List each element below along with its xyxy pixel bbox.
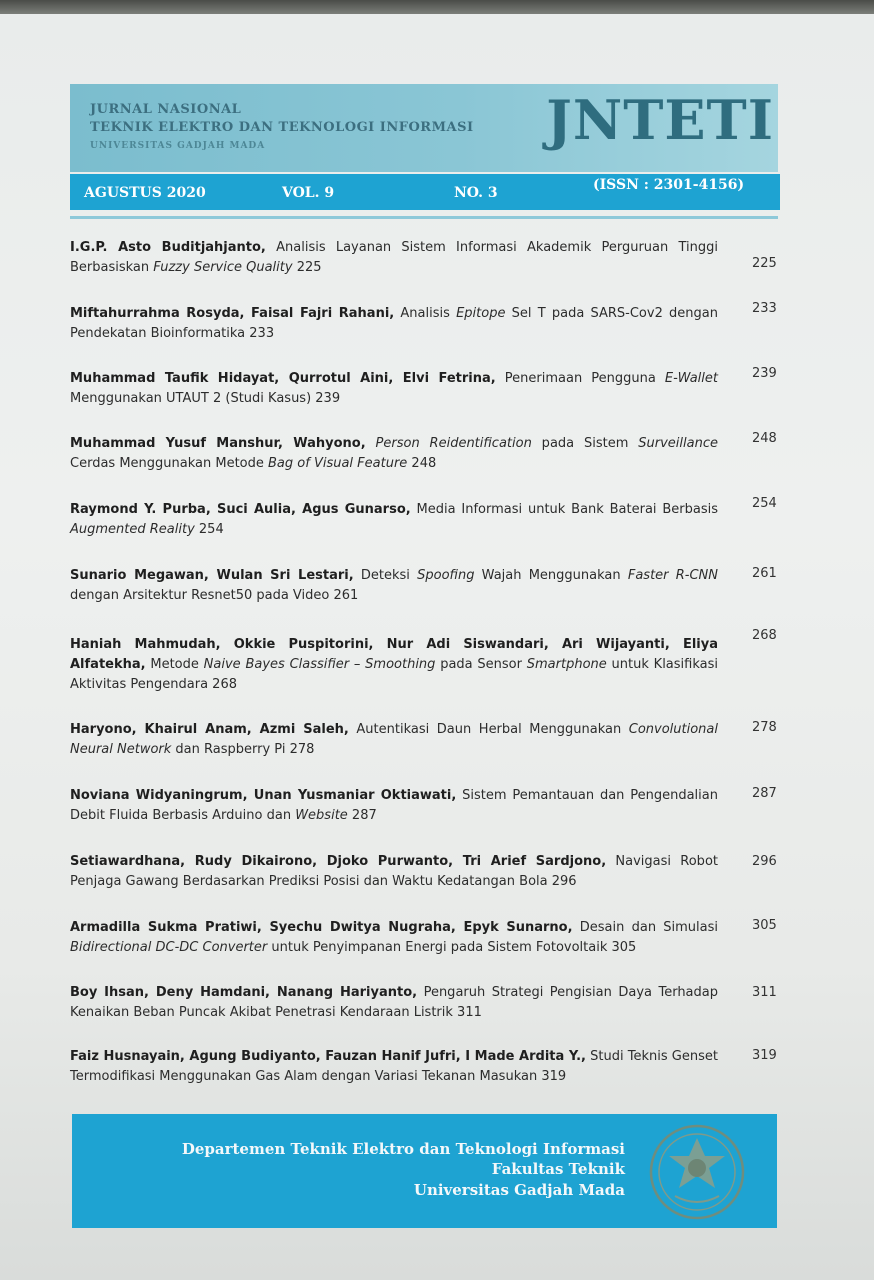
toc-entry — [70, 786, 718, 826]
entry-authors: Haryono, Khairul Anam, Azmi Saleh, — [70, 722, 349, 737]
toc-entry — [70, 1047, 718, 1087]
toc-entry — [70, 852, 718, 892]
entry-authors: Muhammad Yusuf Manshur, Wahyono, — [70, 436, 366, 451]
entry-page-number: 319 — [752, 1048, 777, 1063]
entry-title: Penerimaan Pengguna — [495, 371, 665, 386]
entry-title: pada Sistem — [531, 436, 639, 451]
entry-title-italic: E-Wallet — [664, 371, 718, 386]
entry-title-italic: Naive Bayes Classifier – Smoothing — [203, 657, 436, 672]
entry-page-number: 248 — [752, 431, 777, 446]
toc-entry — [70, 238, 718, 278]
toc-entry — [70, 434, 718, 474]
entry-title-italic: Bag of Visual Feature — [268, 456, 408, 471]
footer-faculty: Fakultas Teknik — [491, 1160, 625, 1178]
entry-page-number: 239 — [752, 366, 777, 381]
entry-title: Cerdas Menggunakan Metode — [70, 456, 269, 471]
entry-title-italic: Convolutional Neural Network — [70, 722, 718, 757]
entry-title: Wajah Menggunakan — [474, 568, 628, 583]
entry-title: 225 — [292, 260, 322, 275]
entry-title-italic: Faster R-CNN — [627, 568, 718, 583]
footer-department: Departemen Teknik Elektro dan Teknologi Informasi — [181, 1140, 625, 1158]
entry-title: Autentikasi Daun Herbal Menggunakan — [348, 722, 629, 737]
entry-title: Analisis Layanan Sistem Informasi Akademik Perguruan Tinggi Berbasiskan — [70, 240, 718, 275]
divider — [70, 216, 778, 219]
entry-title: Deteksi — [353, 568, 418, 583]
entry-title-italic: Person Reidentification — [375, 436, 532, 451]
entry-page-number: 278 — [752, 720, 777, 735]
journal-masthead — [70, 84, 778, 172]
entry-title: dan Raspberry Pi 278 — [171, 742, 315, 757]
issue-number: NO. 3 — [454, 185, 498, 201]
entry-title-italic: Smartphone — [526, 657, 607, 672]
entry-page-number: 233 — [752, 301, 777, 316]
toc-entry — [70, 304, 718, 344]
issue-date: AGUSTUS 2020 — [84, 185, 206, 201]
entry-title: Metode — [145, 657, 204, 672]
entry-authors: Sunario Megawan, Wulan Sri Lestari, — [70, 568, 354, 583]
entry-authors: Noviana Widyaningrum, Unan Yusmaniar Oktiawati, — [70, 788, 457, 803]
entry-title: Media Informasi untuk Bank Baterai Berbasis — [410, 502, 718, 517]
masthead-line-1: JURNAL NASIONAL — [90, 102, 242, 117]
entry-title: 254 — [194, 522, 224, 537]
entry-authors: Muhammad Taufik Hidayat, Qurrotul Aini, Elvi Fetrina, — [70, 371, 496, 386]
entry-title — [366, 436, 376, 451]
entry-title-italic: Epitope — [456, 306, 506, 321]
entry-title: Desain dan Simulasi — [572, 920, 719, 935]
entry-authors: Boy Ihsan, Deny Hamdani, Nanang Hariyanto, — [70, 985, 418, 1000]
entry-title-italic: Fuzzy Service Quality — [153, 260, 293, 275]
entry-title: Studi Teknis Genset Termodifikasi Menggunakan Gas Alam dengan Variasi Tekanan Masukan 319 — [70, 1049, 718, 1084]
entry-title-italic: Bidirectional DC-DC Converter — [70, 940, 268, 955]
entry-title: untuk Klasifikasi Aktivitas Pengendara 268 — [70, 657, 719, 692]
toc-entry — [70, 500, 718, 540]
entry-title: Menggunakan UTAUT 2 (Studi Kasus) 239 — [70, 391, 341, 406]
footer-university: Universitas Gadjah Mada — [413, 1181, 625, 1199]
entry-authors: Raymond Y. Purba, Suci Aulia, Agus Gunarso, — [70, 502, 411, 517]
entry-page-number: 311 — [752, 985, 777, 1000]
entry-authors: Miftahurrahma Rosyda, Faisal Fajri Rahani, — [70, 306, 395, 321]
toc-entry — [70, 720, 718, 760]
footer-band — [72, 1114, 777, 1228]
issn: (ISSN : 2301-4156) — [593, 177, 745, 193]
entry-authors: Faiz Husnayain, Agung Budiyanto, Fauzan Hanif Jufri, I Made Ardita Y., — [70, 1049, 586, 1064]
entry-title: dengan Arsitektur Resnet50 pada Video 261 — [70, 588, 359, 603]
entry-title: Navigasi Robot Penjaga Gawang Berdasarkan Prediksi Posisi dan Waktu Kedatangan Bola 296 — [70, 854, 718, 889]
entry-title: 287 — [347, 808, 377, 823]
entry-title: Sel T pada SARS-Cov2 dengan Pendekatan Bioinformatika 233 — [70, 306, 718, 341]
entry-authors: Haniah Mahmudah, Okkie Puspitorini, Nur Adi Siswandari, Ari Wijayanti, Eliya Alfatekha, — [70, 637, 718, 672]
entry-title: untuk Penyimpanan Energi pada Sistem Fotovoltaik 305 — [267, 940, 637, 955]
entry-page-number: 254 — [752, 496, 777, 511]
entry-title-italic: Surveillance — [638, 436, 718, 451]
ugm-seal-icon — [647, 1122, 747, 1222]
entry-page-number: 268 — [752, 628, 777, 643]
masthead-line-2: TEKNIK ELEKTRO DAN TEKNOLOGI INFORMASI — [90, 120, 474, 135]
entry-title: 248 — [407, 456, 437, 471]
entry-page-number: 296 — [752, 854, 777, 869]
entry-page-number: 305 — [752, 918, 777, 933]
toc-entry — [70, 983, 718, 1023]
entry-title: pada Sensor — [435, 657, 527, 672]
toc-entry — [70, 635, 718, 695]
entry-title: Pengaruh Strategi Pengisian Daya Terhadap Kenaikan Beban Puncak Akibat Penetrasi Kendaraan Listrik 311 — [70, 985, 718, 1020]
entry-title-italic: Website — [295, 808, 348, 823]
entry-page-number: 287 — [752, 786, 777, 801]
issue-info-bar — [70, 174, 780, 210]
toc-entry — [70, 369, 718, 409]
entry-authors: I.G.P. Asto Buditjahjanto, — [70, 240, 266, 255]
entry-title-italic: Augmented Reality — [70, 522, 195, 537]
masthead-line-3: UNIVERSITAS GADJAH MADA — [90, 141, 266, 151]
journal-logo: JNTETI — [546, 88, 774, 152]
journal-back-cover — [0, 14, 874, 1280]
entry-authors: Armadilla Sukma Pratiwi, Syechu Dwitya Nugraha, Epyk Sunarno, — [70, 920, 573, 935]
entry-page-number: 225 — [752, 256, 777, 271]
toc-entry — [70, 918, 718, 958]
issue-volume: VOL. 9 — [282, 185, 335, 201]
entry-title-italic: Spoofing — [417, 568, 475, 583]
toc-entry — [70, 566, 718, 606]
entry-title: Sistem Pemantauan dan Pengendalian Debit Fluida Berbasis Arduino dan — [70, 788, 718, 823]
entry-title: Analisis — [394, 306, 457, 321]
entry-authors: Setiawardhana, Rudy Dikairono, Djoko Purwanto, Tri Arief Sardjono, — [70, 854, 607, 869]
entry-page-number: 261 — [752, 566, 777, 581]
